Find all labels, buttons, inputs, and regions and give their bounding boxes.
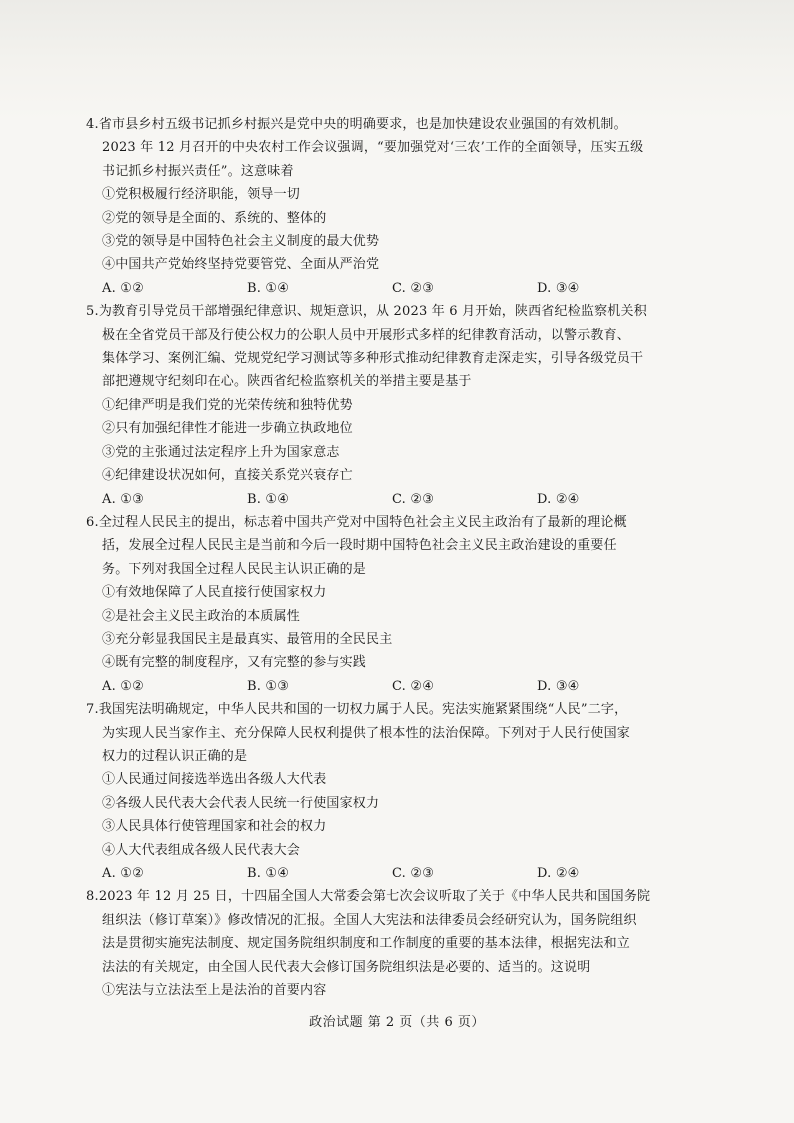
answer-choice-d[interactable]: D. ②④ bbox=[537, 491, 580, 507]
statement-option: ③充分彰显我国民主是最真实、最管用的全民民主 bbox=[102, 631, 393, 647]
answer-choice-c[interactable]: C. ②③ bbox=[392, 491, 435, 507]
question-stem-text: 我国宪法明确规定，中华人民共和国的一切权力属于人民。宪法实施紧紧围绕“人民”二字， bbox=[98, 702, 628, 718]
question-number: 7. bbox=[86, 702, 99, 718]
answer-choice-d[interactable]: D. ②④ bbox=[537, 866, 580, 881]
answer-choice-a[interactable]: A. ①② bbox=[102, 280, 144, 296]
question-stem-line: 集体学习、案例汇编、党规党纪学习测试等多种形式推动纪律教育走深走实，引导各级党员干 bbox=[102, 351, 644, 367]
answer-choice-d[interactable]: D. ③④ bbox=[537, 280, 580, 296]
statement-option: ④既有完整的制度程序，又有完整的参与实践 bbox=[102, 655, 367, 671]
answer-choice-d[interactable]: D. ③④ bbox=[537, 678, 580, 694]
answer-choices bbox=[86, 675, 716, 698]
statement-option: ③党的主张通过法定程序上升为国家意志 bbox=[102, 444, 340, 460]
statement-option: ②是社会主义民主政治的本质属性 bbox=[102, 608, 301, 624]
statement-option: ①纪律严明是我们党的光荣传统和独特优势 bbox=[102, 397, 353, 413]
statement-option: ④纪律建设状况如何，直接关系党兴衰存亡 bbox=[102, 468, 353, 484]
question-stem-line: 务。下列对我国全过程人民民主认识正确的是 bbox=[102, 561, 367, 577]
question-stem bbox=[86, 698, 716, 721]
answer-choice-a[interactable]: A. ①② bbox=[102, 678, 144, 694]
question-number: 8. bbox=[86, 889, 99, 905]
answer-choice-c[interactable]: C. ②③ bbox=[392, 866, 435, 881]
statement-option: ③人民具体行使管理国家和社会的权力 bbox=[102, 819, 327, 835]
answer-choice-c[interactable]: C. ②④ bbox=[392, 678, 435, 694]
answer-choices bbox=[86, 277, 716, 300]
question-number: 4. bbox=[86, 117, 99, 132]
question-stem-text: 全过程人民民主的提出，标志着中国共产党对中国特色社会主义民主政治有了最新的理论概 bbox=[98, 514, 627, 530]
answer-choices bbox=[86, 488, 716, 511]
question-number: 5. bbox=[86, 304, 99, 320]
statement-option: ①宪法与立法法至上是法治的首要内容 bbox=[102, 983, 327, 999]
answer-choice-b[interactable]: B. ①③ bbox=[247, 678, 290, 694]
question-stem-line: 部把遵规守纪刻印在心。陕西省纪检监察机关的举措主要是基于 bbox=[102, 374, 472, 390]
answer-choices bbox=[86, 862, 716, 885]
statement-option: ①有效地保障了人民直接行使国家权力 bbox=[102, 585, 327, 601]
question-stem-line: 书记抓乡村振兴责任”。这意味着 bbox=[102, 163, 294, 179]
question-list bbox=[86, 113, 716, 1002]
question-6 bbox=[86, 511, 716, 698]
statement-option: ④中国共产党始终坚持党要管党、全面从严治党 bbox=[102, 257, 380, 273]
statement-option: ③党的领导是中国特色社会主义制度的最大优势 bbox=[102, 234, 380, 250]
question-stem bbox=[86, 885, 716, 908]
question-4 bbox=[86, 113, 716, 300]
question-stem-line: 括，发展全过程人民民主是当前和今后一段时期中国特色社会主义民主政治建设的重要任 bbox=[102, 538, 617, 554]
page-footer: 政治试题 第 2 页（共 6 页） bbox=[309, 1015, 485, 1030]
question-stem-line: 法法的有关规定，由全国人民代表大会修订国务院组织法是必要的、适当的。这说明 bbox=[102, 959, 591, 975]
question-stem-line: 法是贯彻实施宪法制度、规定国务院组织制度和工作制度的重要的基本法律，根据宪法和立 bbox=[102, 936, 631, 952]
question-stem-line: 极在全省党员干部及行使公权力的公职人员中开展形式多样的纪律教育活动，以警示教育、 bbox=[102, 327, 631, 343]
statement-option: ②各级人民代表大会代表人民统一行使国家权力 bbox=[102, 795, 380, 811]
question-8 bbox=[86, 885, 716, 1002]
statement-option: ①人民通过间接选举选出各级人大代表 bbox=[102, 772, 327, 788]
question-7 bbox=[86, 698, 716, 885]
answer-choice-b[interactable]: B. ①④ bbox=[247, 866, 290, 881]
answer-choice-c[interactable]: C. ②③ bbox=[392, 280, 435, 296]
question-stem-text: 省市县乡村五级书记抓乡村振兴是党中央的明确要求，也是加快建设农业强国的有效机制。 bbox=[98, 117, 627, 132]
question-stem-line: 2023 年 12 月召开的中央农村工作会议强调，“要加强党对‘三农’工作的全面领导，压实五级 bbox=[102, 140, 644, 156]
answer-choice-b[interactable]: B. ①④ bbox=[247, 280, 290, 296]
answer-choice-a[interactable]: A. ①② bbox=[102, 866, 144, 881]
statement-option: ②只有加强纪律性才能进一步确立执政地位 bbox=[102, 421, 353, 437]
question-stem bbox=[86, 300, 716, 323]
statement-option: ②党的领导是全面的、系统的、整体的 bbox=[102, 210, 327, 226]
question-stem bbox=[86, 113, 716, 136]
question-stem-text: 2023 年 12 月 25 日，十四届全国人大常委会第七次会议听取了关于《中华人民共和国国务院 bbox=[98, 889, 651, 905]
question-stem-line: 为实现人民当家作主、充分保障人民权利提供了根本性的法治保障。下列对于人民行使国家 bbox=[102, 725, 631, 741]
question-5 bbox=[86, 300, 716, 511]
question-stem-text: 为教育引导党员干部增强纪律意识、规矩意识，从 2023 年 6 月开始，陕西省纪检监察机关积 bbox=[98, 304, 647, 320]
answer-choice-b[interactable]: B. ①④ bbox=[247, 491, 290, 507]
question-number: 6. bbox=[86, 514, 99, 530]
statement-option: ④人大代表组成各级人民代表大会 bbox=[102, 842, 301, 858]
question-stem-line: 组织法（修订草案）》修改情况的汇报。全国人大宪法和法律委员会经研究认为，国务院组织 bbox=[102, 912, 637, 928]
statement-option: ①党积极履行经济职能，领导一切 bbox=[102, 187, 301, 203]
answer-choice-a[interactable]: A. ①③ bbox=[102, 491, 144, 507]
question-stem-line: 权力的过程认识正确的是 bbox=[102, 748, 248, 764]
question-stem bbox=[86, 511, 716, 534]
